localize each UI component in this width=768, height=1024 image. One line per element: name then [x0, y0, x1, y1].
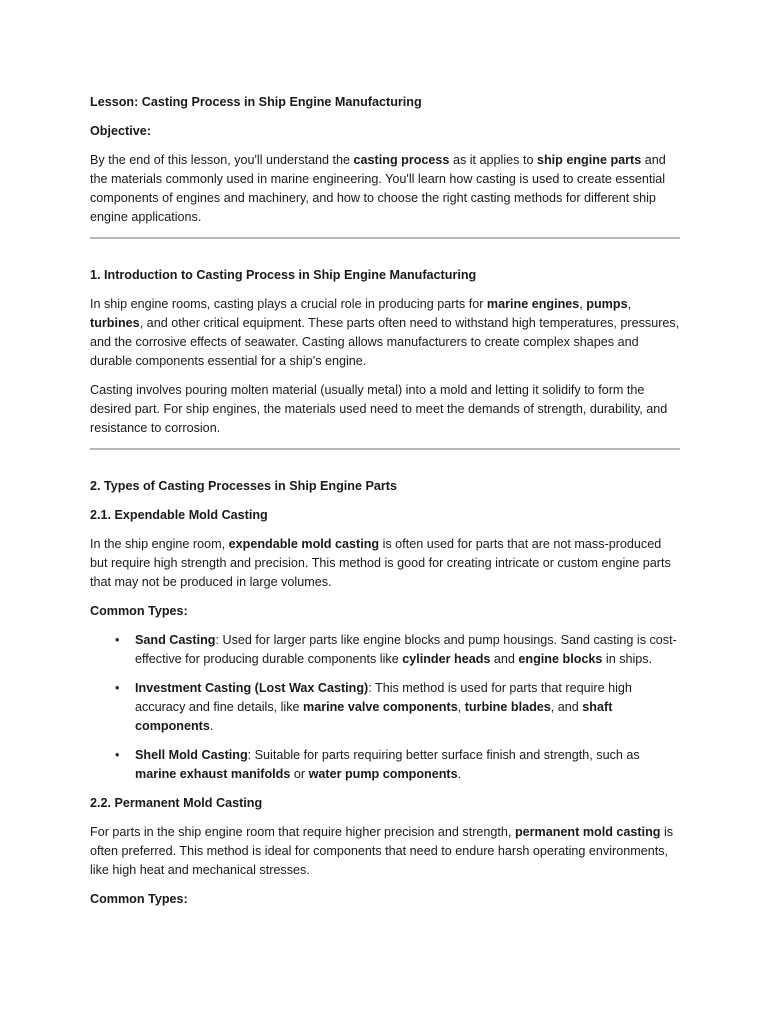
objective-heading: Objective:: [90, 124, 151, 138]
horizontal-divider: [90, 237, 680, 239]
lesson-title: Lesson: Casting Process in Ship Engine Manufacturing: [90, 95, 422, 109]
bullet-icon: •: [115, 681, 120, 695]
subsection-2-2-paragraph: For parts in the ship engine room that require higher precision and strength, permanent mold casting is often preferred. This method is ideal for components that need to endure harsh operating environments, like high heat and mechanical stresses.: [90, 825, 674, 877]
subsection-2-2-heading: 2.2. Permanent Mold Casting: [90, 796, 263, 810]
section2-heading: 2. Types of Casting Processes in Ship Engine Parts: [90, 479, 398, 493]
section1-paragraph-2: Casting involves pouring molten material (usually metal) into a mold and letting it solidify to form the desired part. For ship engines, the materials used need to meet the demands of strength, durability, and resistance to corrosion.: [90, 383, 668, 435]
list-item: • Investment Casting (Lost Wax Casting): This method is used for parts that require high accuracy and fine details, like marine valve components, turbine blades, and shaft components.: [115, 681, 632, 733]
bullet-icon: •: [115, 748, 120, 762]
subsection-2-1-heading: 2.1. Expendable Mold Casting: [90, 508, 268, 522]
list-item: • Shell Mold Casting: Suitable for parts requiring better surface finish and strength, such as marine exhaust manifolds or water pump components.: [115, 748, 640, 781]
casting-types-list: [90, 631, 680, 784]
common-types-heading: Common Types:: [90, 604, 188, 618]
horizontal-divider: [90, 448, 680, 450]
section1-heading: 1. Introduction to Casting Process in Ship Engine Manufacturing: [90, 268, 477, 282]
common-types-heading: Common Types:: [90, 892, 188, 906]
bullet-icon: •: [115, 633, 120, 647]
section1-paragraph-1: In ship engine rooms, casting plays a crucial role in producing parts for marine engines, pumps, turbines, and other critical equipment. These parts often need to withstand high temperatures, pressures, and the corrosive effects of seawater. Casting allows manufacturers to create complex shapes and durable components essential for a ship’s engine.: [90, 297, 680, 368]
document-body: [90, 93, 680, 919]
subsection-2-1-paragraph: In the ship engine room, expendable mold casting is often used for parts that are not mass-produced but require high strength and precision. This method is good for creating intricate or custom engine parts that may not be produced in large volumes.: [90, 537, 671, 589]
list-item: • Sand Casting: Used for larger parts like engine blocks and pump housings. Sand casting is cost-effective for producing durable components like cylinder heads and engine blocks in ships.: [115, 633, 677, 666]
objective-paragraph: By the end of this lesson, you'll understand the casting process as it applies to ship engine parts and the materials commonly used in marine engineering. You'll learn how casting is used to create essential components of engines and machinery, and how to choose the right casting methods for different ship engine applications.: [90, 153, 666, 224]
